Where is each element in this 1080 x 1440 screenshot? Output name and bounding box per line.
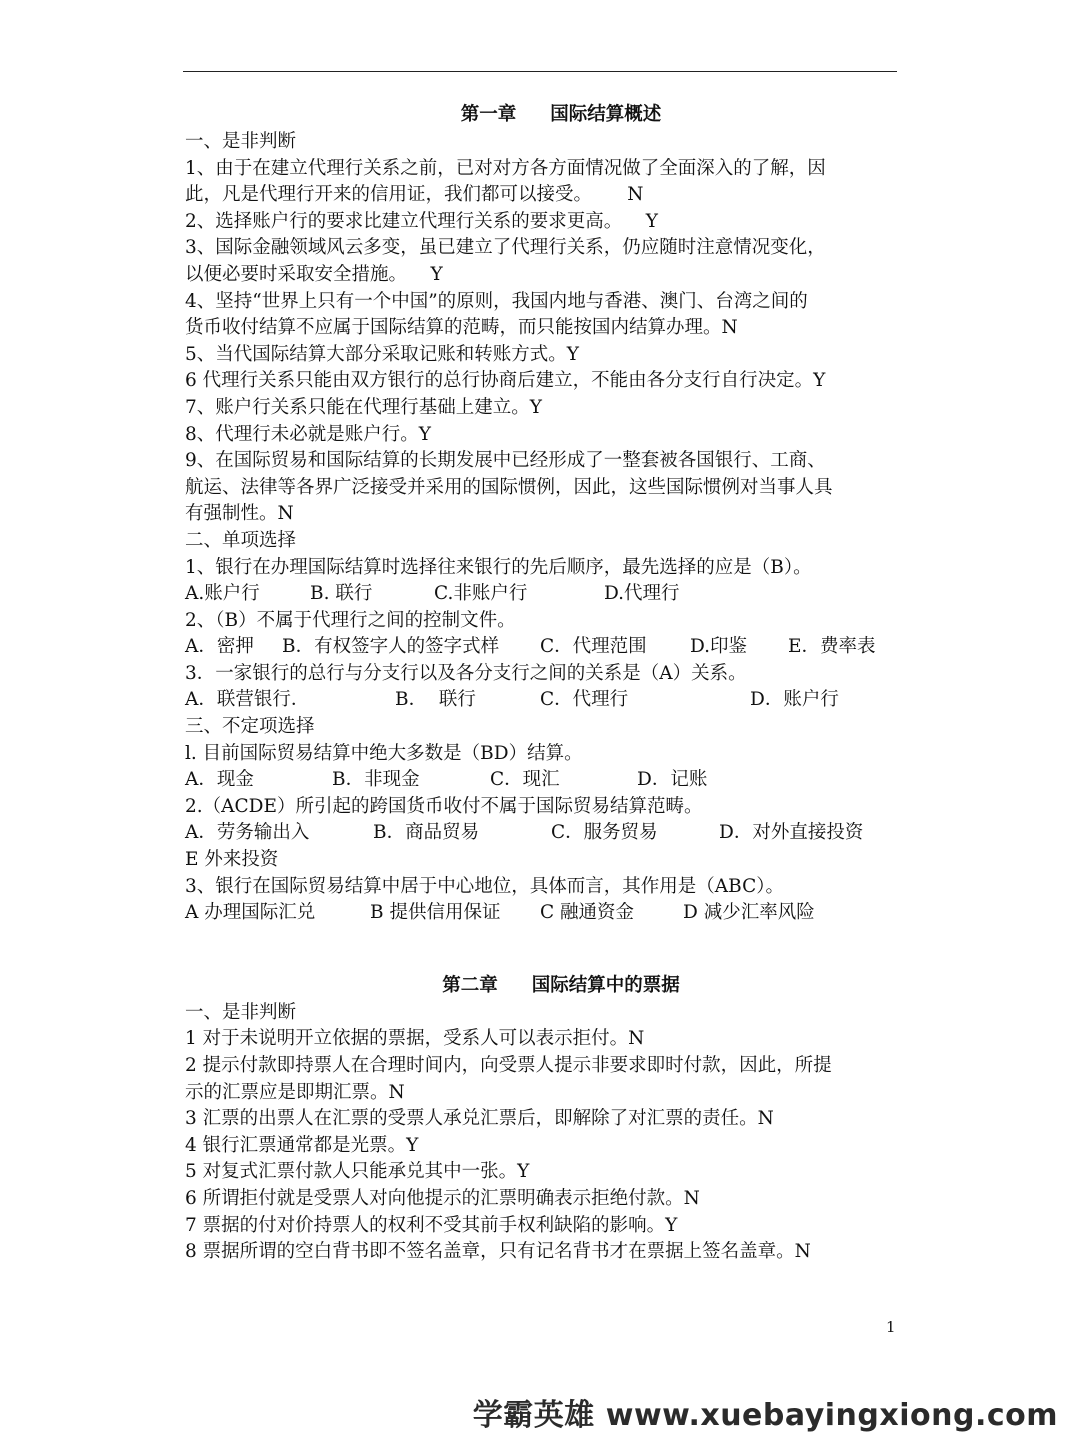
question-text: 6 代理行关系只能由双方银行的总行协商后建立，不能由各分支行自行决定。Y: [185, 370, 826, 392]
question-text: E 外来投资: [185, 849, 279, 871]
question-text: 2、（B）不属于代理行之间的控制文件。: [185, 609, 516, 631]
question-text: 5 对复式汇票付款人只能承兑其中一张。Y: [185, 1161, 530, 1183]
option: A．密押: [185, 636, 254, 658]
option: C 融通资金: [540, 902, 635, 924]
option: B．非现金: [332, 769, 420, 791]
section-heading: 三、不定项选择: [185, 716, 315, 738]
option: B 提供信用保证: [370, 902, 501, 924]
question-text: 3、银行在国际贸易结算中居于中心地位，具体而言，其作用是（ABC）。: [185, 875, 784, 897]
option: B．有权签字人的签字式样: [282, 636, 500, 658]
answer-options: [185, 767, 897, 794]
section-heading: 二、单项选择: [185, 529, 297, 551]
option: C.非账户行: [434, 583, 528, 605]
question-text: 9、在国际贸易和国际结算的长期发展中已经形成了一整套被各国银行、工商、: [185, 450, 826, 472]
question-text: 有强制性。N: [185, 503, 294, 525]
answer-options: [185, 900, 897, 927]
question-text: 2 提示付款即持票人在合理时间内，向受票人提示非要求即时付款，因此，所提: [185, 1055, 832, 1076]
option: C．代理行: [540, 689, 629, 711]
option: D．记账: [637, 769, 708, 791]
question-text: 6 所谓拒付就是受票人对向他提示的汇票明确表示拒绝付款。N: [185, 1187, 700, 1209]
header-rule: [183, 71, 897, 72]
option: B．商品贸易: [373, 822, 480, 844]
question-text: 5、当代国际结算大部分采取记账和转账方式。Y: [185, 343, 579, 365]
question-text: 8 票据所谓的空白背书即不签名盖章，只有记名背书才在票据上签名盖章。N: [185, 1241, 811, 1263]
question-text: 3 汇票的出票人在汇票的受票人承兑汇票后，即解除了对汇票的责任。N: [185, 1108, 774, 1130]
question-text: 2、选择账户行的要求比建立代理行关系的要求更高。 Y: [185, 210, 659, 232]
option: E．费率表: [788, 636, 876, 658]
section-heading: 一、是非判断: [185, 131, 297, 152]
question-text: 2.（ACDE）所引起的跨国货币收付不属于国际贸易结算范畴。: [185, 795, 703, 817]
option: D 减少汇率风险: [683, 902, 815, 924]
question-text: 以便必要时采取安全措施。 Y: [185, 263, 443, 285]
question-text: 1、由于在建立代理行关系之前，已对对方各方面情况做了全面深入的了解，因: [185, 157, 826, 179]
option: D．账户行: [750, 689, 839, 711]
option: B． 联行: [395, 689, 476, 711]
question-text: 4 银行汇票通常都是光票。Y: [185, 1134, 419, 1156]
document-body: [185, 101, 897, 1266]
question-text: l. 目前国际贸易结算中绝大多数是（BD）结算。: [185, 742, 583, 764]
option: A．联营银行．: [185, 689, 310, 711]
question-text: 1、银行在办理国际结算时选择往来银行的先后顺序，最先选择的应是（B）。: [185, 556, 812, 578]
option: A 办理国际汇兑: [185, 902, 316, 924]
question-text: 此，凡是代理行开来的信用证，我们都可以接受。 N: [185, 184, 644, 206]
answer-options: [185, 687, 897, 714]
option: B. 联行: [310, 583, 373, 605]
option: D.代理行: [604, 583, 680, 605]
question-text: 3．一家银行的总行与分支行以及各分支行之间的关系是（A）关系。: [185, 662, 747, 684]
option: A．劳务输出入: [185, 822, 310, 844]
question-text: 航运、法律等各界广泛接受并采用的国际惯例，因此，这些国际惯例对当事人具: [185, 476, 833, 498]
question-text: 示的汇票应是即期汇票。N: [185, 1081, 405, 1103]
answer-options: [185, 820, 897, 847]
question-text: 货币收付结算不应属于国际结算的范畴，而只能按国内结算办理。N: [185, 317, 738, 339]
option: C．服务贸易: [551, 822, 658, 844]
page-number: 1: [886, 1318, 896, 1336]
question-text: 7 票据的付对价持票人的权利不受其前手权利缺陷的影响。Y: [185, 1214, 678, 1236]
question-text: 8、代理行未必就是账户行。Y: [185, 423, 431, 445]
option: C．代理范围: [540, 636, 647, 658]
option: A.账户行: [185, 583, 260, 605]
answer-options: [185, 634, 897, 661]
site-watermark: 学霸英雄 www.xuebayingxiong.com: [472, 1398, 1058, 1433]
chapter-1-title: 第一章 国际结算概述: [460, 104, 662, 125]
option: D．对外直接投资: [719, 822, 864, 844]
question-text: 3、国际金融领域风云多变，虽已建立了代理行关系，仍应随时注意情况变化，: [185, 237, 826, 259]
section-heading: 一、是非判断: [185, 1001, 297, 1023]
option: A．现金: [185, 769, 254, 791]
question-text: 4、坚持“世界上只有一个中国”的原则，我国内地与香港、澳门、台湾之间的: [185, 290, 808, 312]
option: C．现汇: [490, 769, 560, 791]
chapter-2-title: 第二章 国际结算中的票据: [442, 974, 680, 996]
option: D.印鉴: [690, 636, 748, 658]
question-text: 1 对于未说明开立依据的票据，受系人可以表示拒付。N: [185, 1028, 645, 1050]
question-text: 7、账户行关系只能在代理行基础上建立。Y: [185, 396, 542, 418]
answer-options: [185, 581, 897, 608]
